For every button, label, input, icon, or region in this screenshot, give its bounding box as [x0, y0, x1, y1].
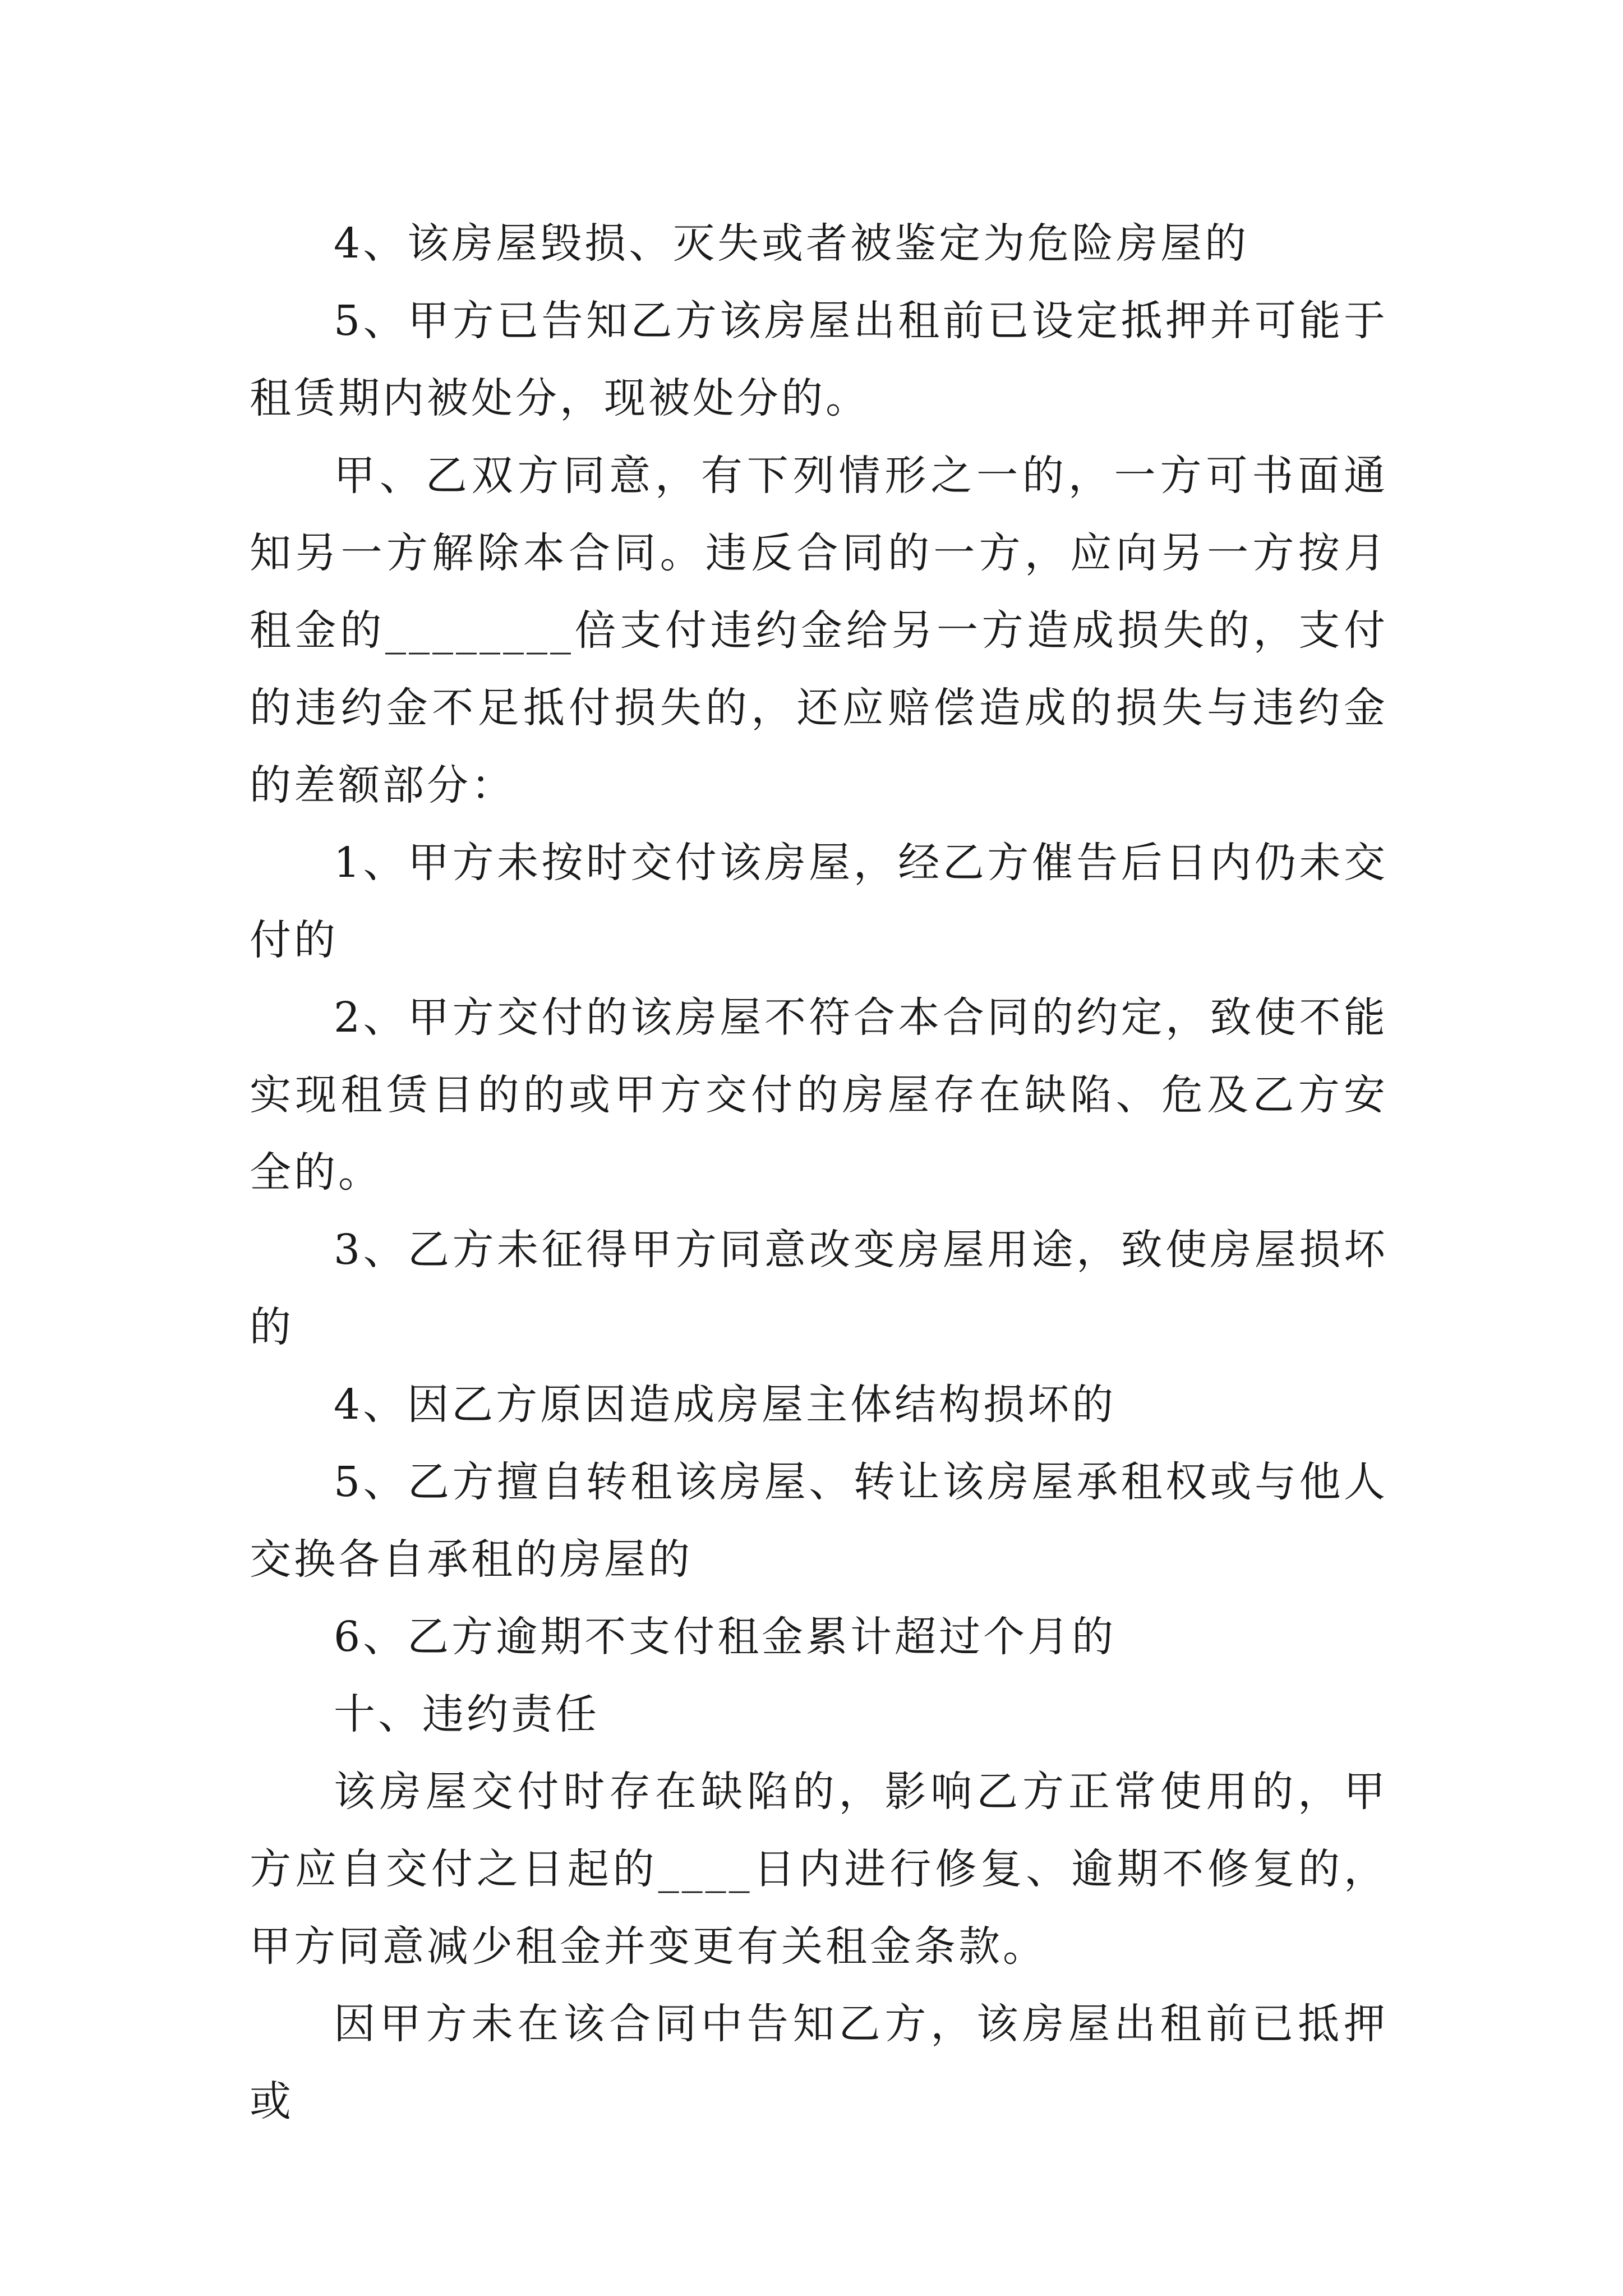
paragraph-clause-4-damage: 4、该房屋毁损、灭失或者被鉴定为危险房屋的 — [334, 219, 1249, 268]
paragraph-termination-conditions: 甲、乙双方同意，有下列情形之一的，一方可书面通知另一方解除本合同。违反合同的一方，应向另一方按月租金的________倍支付违约金给另一方造成损失的，支付的违约金不足抵付损失的，还应赔偿造成的损失与违约金的差额部分： — [250, 452, 1388, 809]
section-heading-breach-liability: 十、违约责任 — [334, 1690, 600, 1738]
paragraph-item-2-defect: 2、甲方交付的该房屋不符合本合同的约定，致使不能实现租赁目的的或甲方交付的房屋存在缺陷、危及乙方安全的。 — [250, 993, 1388, 1197]
paragraph-item-5-sublet: 5、乙方擅自转租该房屋、转让该房屋承租权或与他人交换各自承租的房屋的 — [250, 1458, 1388, 1584]
paragraph-item-3-usage: 3、乙方未征得甲方同意改变房屋用途，致使房屋损坏的 — [250, 1226, 1388, 1351]
paragraph-mortgage-notice: 因甲方未在该合同中告知乙方，该房屋出租前已抵押或 — [250, 2000, 1388, 2125]
paragraph-item-1-delivery: 1、甲方未按时交付该房屋，经乙方催告后日内仍未交付的 — [250, 839, 1388, 964]
paragraph-defect-repair: 该房屋交付时存在缺陷的，影响乙方正常使用的，甲方应自交付之日起的____日内进行修复、逾期不修复的，甲方同意减少租金并变更有关租金条款。 — [250, 1768, 1388, 1971]
paragraph-item-4-structure: 4、因乙方原因造成房屋主体结构损坏的 — [334, 1381, 1117, 1429]
document-body — [250, 205, 1388, 2140]
paragraph-item-6-overdue-rent: 6、乙方逾期不支付租金累计超过个月的 — [334, 1613, 1117, 1661]
paragraph-clause-5-mortgage: 5、甲方已告知乙方该房屋出租前已设定抵押并可能于租赁期内被处分，现被处分的。 — [250, 297, 1388, 422]
